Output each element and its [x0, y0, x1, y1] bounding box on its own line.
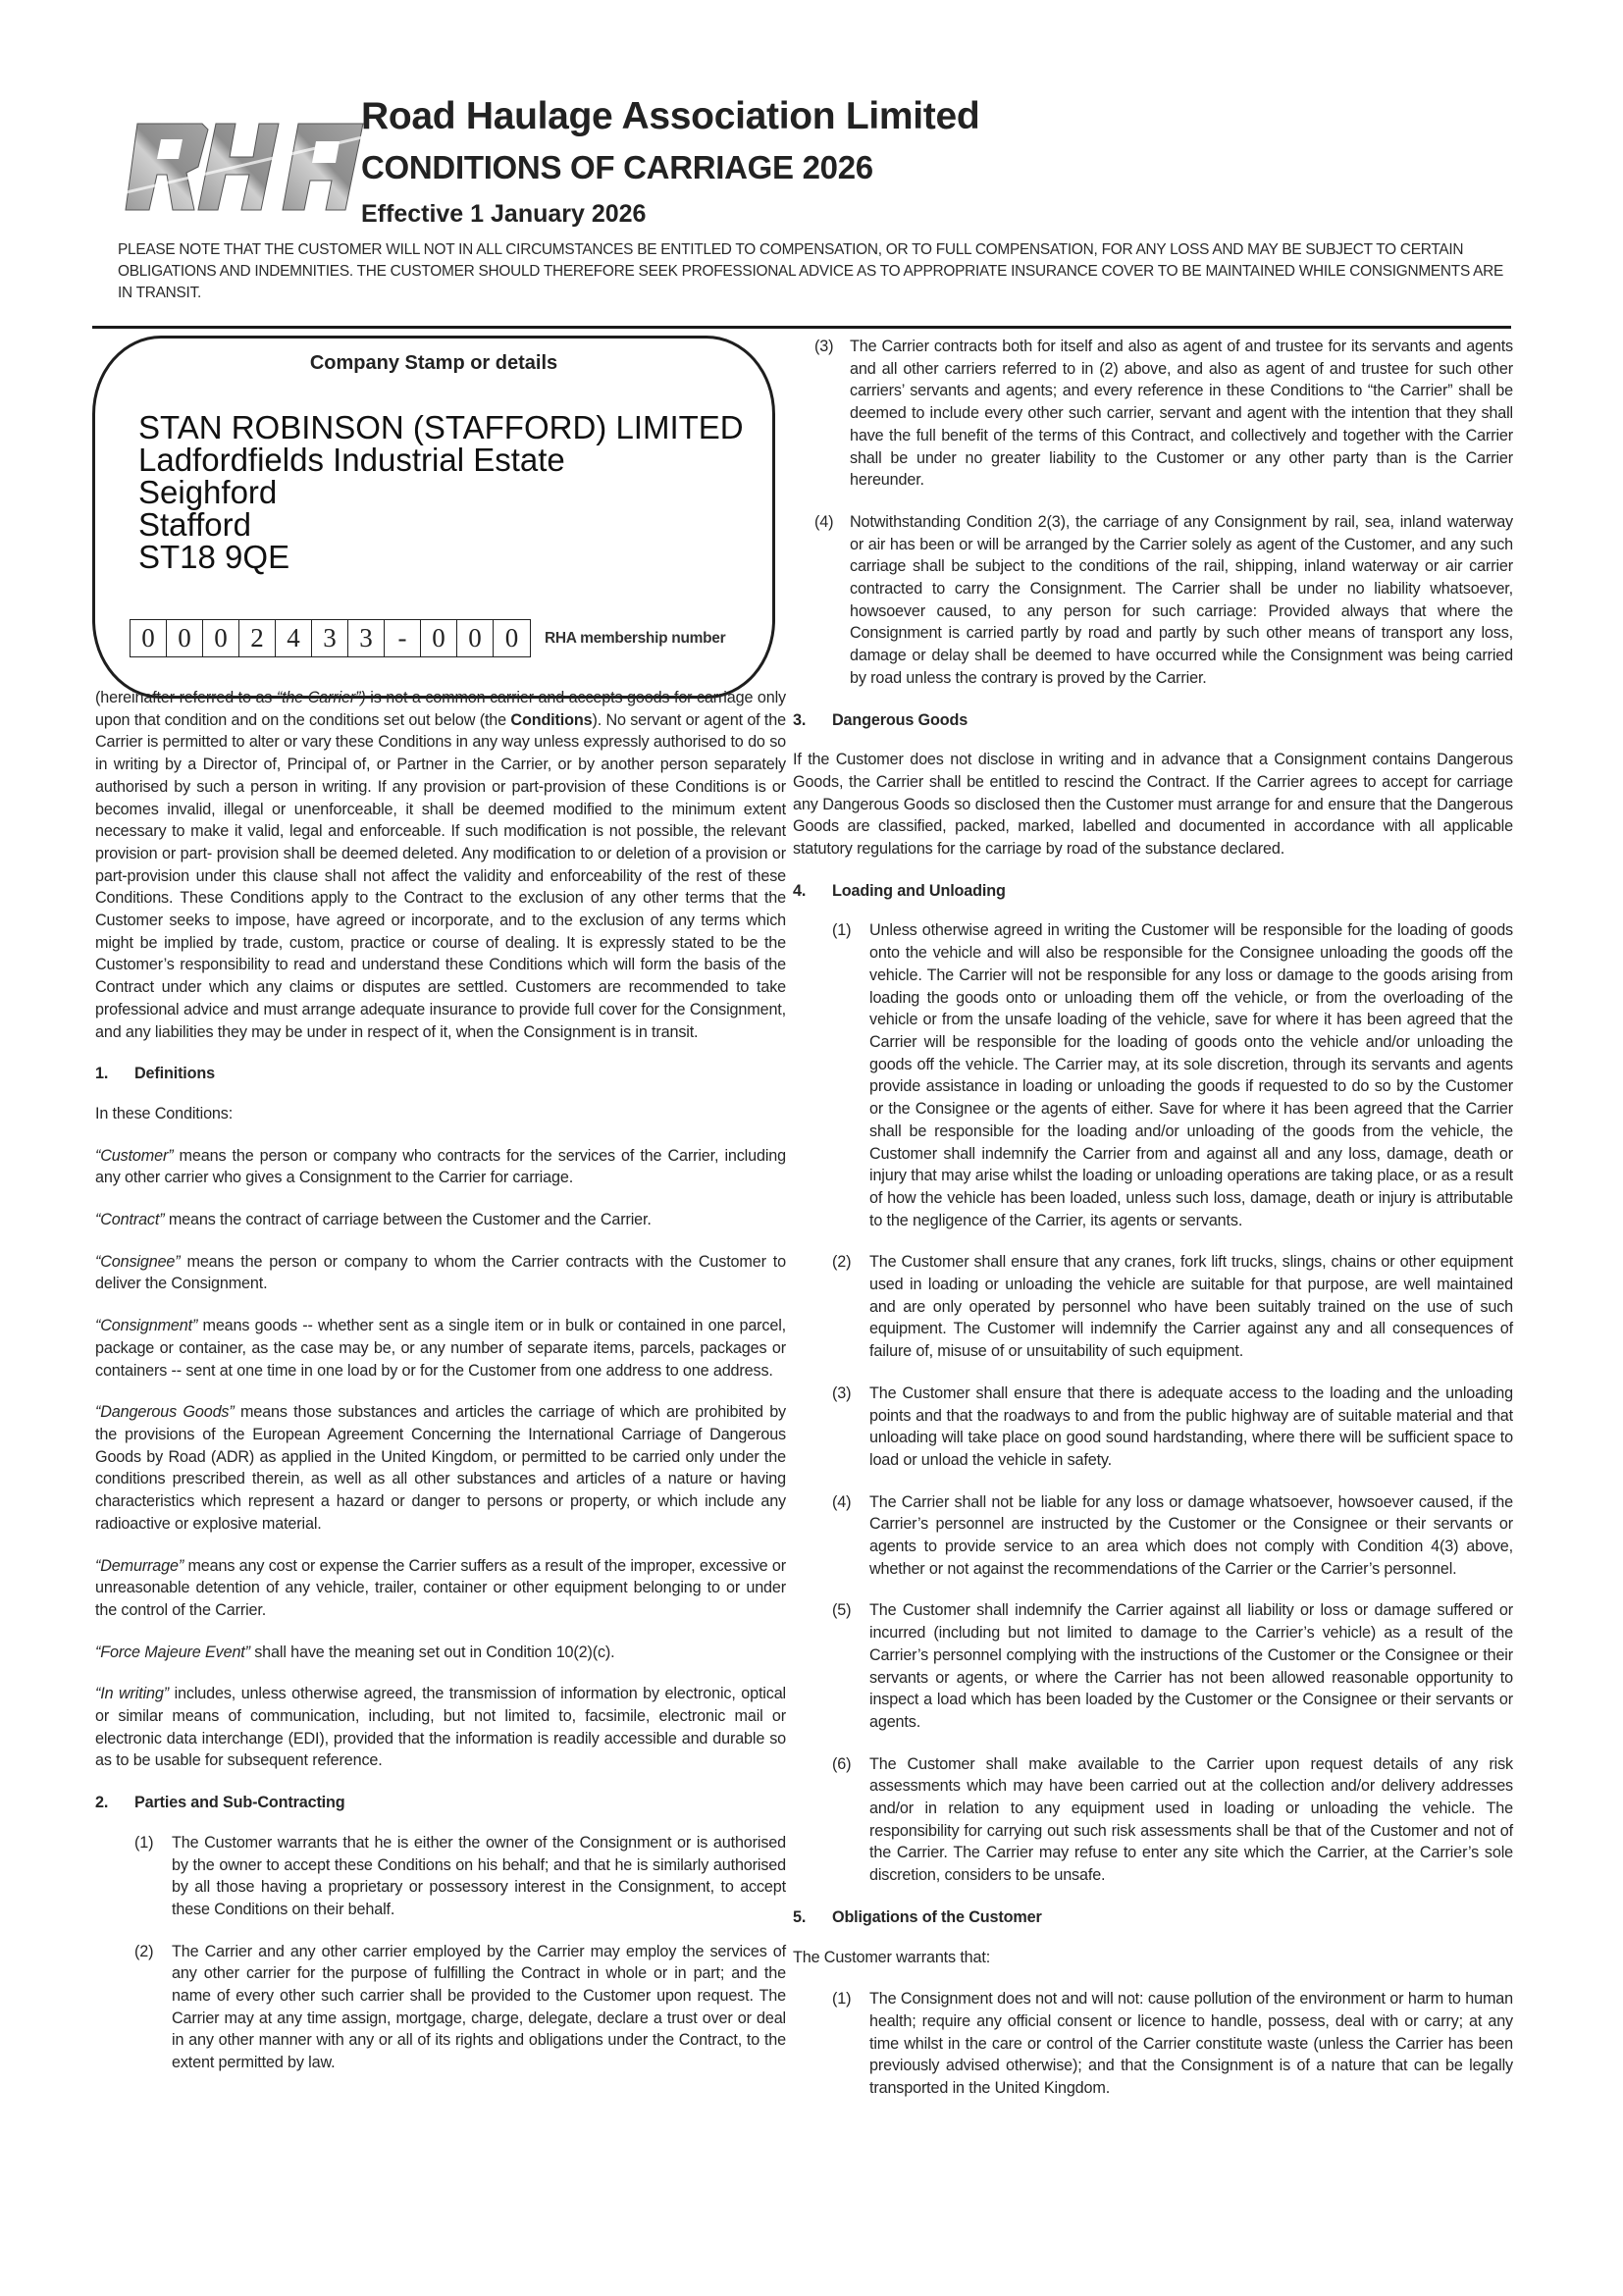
company-address [138, 411, 744, 573]
clause-5-1 [793, 1988, 1513, 2100]
membership-digit: 0 [504, 623, 519, 652]
company-name: STAN ROBINSON (STAFFORD) LIMITED [138, 409, 744, 445]
conditions-term: Conditions [510, 710, 593, 729]
definition-consignment [95, 1315, 786, 1382]
obligations-lead: The Customer warrants that: [793, 1948, 991, 1966]
clause-label: (6) [832, 1754, 852, 1773]
clause-text: The Carrier shall not be liable for any loss or damage whatsoever, howsoever caused, if the Carrier’s personnel are instructed by the Customer or the Consignee or their servants or agents to provide service to an area which does not comply with Condition 4(3) above, whether or not against the recommendations of the Carrier or the Carrier’s personnel. [869, 1492, 1513, 1578]
membership-separator: - [385, 620, 421, 656]
postcode: ST18 9QE [138, 539, 290, 575]
clause-2-4 [793, 511, 1513, 690]
definition-text: means those substances and articles the carriage of which are prohibited by the provisions of the European Agreement Concerning the International Carriage of Dangerous Goods by Road (ADR) as applied in the United Kingdom, or permitted to be carried only under the conditions prescribed therein, as well as all other substances and articles of a nature or having characteristics which represent a hazard or danger to persons or property, or which include any radioactive or explosive material. [95, 1403, 786, 1533]
clause-text: Notwithstanding Condition 2(3), the carriage of any Consignment by rail, sea, inland waterway or air has been or will be arranged by the Carrier solely as agent of the Customer, and any such carriage shall be subject to the conditions of the rail, shipping, inland waterway or air carrier contracted to carry the Consignment. The Carrier shall be under no liability whatsoever, howsoever caused, to any person for such carriage: Provided always that where the Consignment is carried partly by road and partly by such other means of transport any loss, damage or delay shall be deemed to have occurred while the Consignment was being carried by road unless the contrary is proved by the Carrier. [850, 512, 1513, 687]
clause-4-5 [793, 1599, 1513, 1733]
clause-2-1 [95, 1832, 786, 1921]
definition-contract [95, 1209, 786, 1231]
rha-logo-graphic [118, 116, 371, 218]
carrier-term: “the Carrier”) [276, 689, 366, 706]
definition-term: “Force Majeure Event” [95, 1643, 250, 1661]
section-number: 4. [793, 881, 807, 900]
organisation-name: Road Haulage Association Limited [361, 95, 980, 137]
section-heading-dangerous-goods [793, 709, 1513, 732]
membership-digit: 0 [131, 620, 167, 656]
definition-demurrage [95, 1555, 786, 1622]
definition-term: “Consignee” [95, 1252, 181, 1271]
document-title: CONDITIONS OF CARRIAGE 2026 [361, 149, 873, 185]
section-title: Obligations of the Customer [832, 1907, 1042, 1926]
section-title: Loading and Unloading [832, 881, 1006, 900]
membership-label: RHA membership number [545, 629, 726, 647]
section-heading-obligations [793, 1906, 1513, 1929]
section-heading-parties [95, 1792, 786, 1814]
intro-text: ). No servant or agent of the Carrier is permitted to alter or vary these Conditions in any way unless expressly authorised to do so in writing by a Director of, Principal of, or Partner in the Carrier, or by another person separately authorised by such a person in writing. If any provision or part-provision of these Conditions is or becomes invalid, illegal or unenforceable, it shall be deemed modified to the minimum extent necessary to make it valid, legal and enforceable. If such modification is not possible, the relevant provision or part- provision shall be deemed deleted. Any modification to or deletion of a provision or part-provision under this clause shall not affect the validity and enforceability of the rest of these Conditions. These Conditions apply to the Contract to the exclusion of any other terms that the Customer seeks to impose, have agreed or incorporate, and to the exclusion of any terms which might be implied by trade, custom, practice or course of dealing. It is expressly stated to be the Customer’s responsibility to read and understand these Conditions which will form the basis of the Contract under which any claims or disputes are settled. Customers are recommended to take professional advice and must arrange adequate insurance to provide full cover for the Consignment, and any liabilities they may be under in respect of it, when the Consignment is in transit. [95, 710, 786, 1041]
section-title: Parties and Sub-Contracting [134, 1794, 345, 1812]
clause-text: The Customer shall ensure that any cranes, fork lift trucks, slings, chains or other equipment used in loading or unloading the vehicle are suitable for that purpose, are well maintained and are only operated by personnel who have been suitably trained on the use of such equipment. The Customer will indemnify the Carrier against any and all consequences of failure of, misuse of or unsuitability of such equipment. [869, 1253, 1513, 1361]
clause-label: (1) [134, 1833, 154, 1852]
section-title: Definitions [134, 1065, 215, 1083]
clause-4-3 [793, 1383, 1513, 1472]
address-line: Seighford [138, 474, 278, 510]
section-heading-definitions [95, 1063, 786, 1085]
clause-2-2 [95, 1941, 786, 2074]
definition-consignee [95, 1251, 786, 1295]
effective-date: Effective 1 January 2026 [361, 200, 647, 228]
definition-customer [95, 1145, 786, 1189]
clause-text: The Consignment does not and will not: cause pollution of the environment or harm to human health; require any official consent or licence to handle, possess, deal with or carry; at any time whilst in the care or control of the Carrier constitute waste (unless the Carrier has been previously advised otherwise); and that the Consignment is of a nature that can be legally transported in the United Kingdom. [869, 1990, 1513, 2098]
address-line: Stafford [138, 506, 251, 543]
address-line: Ladfordfields Industrial Estate [138, 442, 565, 478]
definition-dangerous-goods [95, 1401, 786, 1535]
membership-digit: 0 [421, 620, 457, 656]
clause-label: (3) [832, 1383, 852, 1402]
clause-4-2 [793, 1251, 1513, 1363]
section-heading-loading [793, 880, 1513, 903]
stamp-heading: Company Stamp or details [309, 352, 558, 374]
clause-text: The Customer warrants that he is either the owner of the Consignment or is authorised by the owner to accept these Conditions on his behalf; and that he is similarly authorised by all those having a proprietary or possessory interest in the Consignment, to accept these Conditions on their behalf. [172, 1833, 786, 1918]
definition-force-majeure [95, 1642, 786, 1664]
dangerous-goods-text: If the Customer does not disclose in writing and in advance that a Consignment contains Dangerous Goods, the Carrier shall be entitled to rescind the Contract. If the Carrier agrees to accept for carriage any Dangerous Goods so disclosed then the Customer must arrange for and ensure that the Dangerous Goods are classified, packed, marked, labelled and documented in accordance with all applicable statutory regulations for the carriage by road of the substance declared. [793, 751, 1513, 859]
definition-text: means the person or company to whom the Carrier contracts with the Customer to deliver the Consignment. [95, 1252, 786, 1293]
definitions-lead: In these Conditions: [95, 1104, 234, 1122]
section-number: 3. [793, 710, 807, 729]
clause-4-4 [793, 1491, 1513, 1581]
section-number: 5. [793, 1907, 807, 1926]
membership-digit: 0 [203, 620, 239, 656]
definition-term: “In writing” [95, 1685, 169, 1703]
section-number: 1. [95, 1065, 109, 1083]
clause-4-6 [793, 1753, 1513, 1887]
clause-text: The Customer shall indemnify the Carrier against all liability or loss or damage suffered or incurred (including but not limited to damage to the Carrier’s vehicle) as a result of the Carrier’s personnel complying with the instructions of the Customer or the Consignee or their servants or agents, or where the Carrier has not been allowed reasonable opportunity to inspect a load which has been loaded by the Customer or the Consignee or their servants or agents. [869, 1601, 1513, 1731]
clause-label: (2) [832, 1253, 852, 1272]
clause-text: The Customer shall ensure that there is adequate access to the loading and the unloading points and that the roadways to and from the public highway are of suitable material and that unloading will take place on good sound hardstanding, where there will be sufficient space to load or unload the vehicle in safety. [869, 1383, 1513, 1469]
left-column [95, 687, 786, 2094]
intro-text: (hereinafter referred to as [95, 689, 277, 706]
definition-term: “Customer” [95, 1146, 174, 1165]
clause-text: Unless otherwise agreed in writing the Customer will be responsible for the loading of goods onto the vehicle and will also be responsible for the Consignee unloading the goods off the vehicle. The Carrier will not be responsible for any loss or damage to the goods arising from loading the goods onto or unloading them off the vehicle, or from the overloading of the vehicle or from the unsafe loading of the vehicle, save for where it has been agreed that the Carrier will be responsible for the loading of goods onto the vehicle and/or unloading the goods off the vehicle. The Carrier may, at its sole discretion, through its servants and agents provide assistance in loading or unloading the goods if requested to do so by the Customer or the Consignee or the agents of either. Save for where it has been agreed that the Carrier shall be responsible for the loading and/or unloading of the goods from the vehicle, the Customer shall indemnify the Carrier from and against all and any loss, damage, death or injury that may arise whilst the loading or unloading operations are taking place, or as a result of how the vehicle has been loaded, unless such loss, damage, death or injury is attributable to the negligence of the Carrier, its agents or servants. [869, 921, 1513, 1229]
intro-paragraph [95, 687, 786, 1043]
definition-term: “Contract” [95, 1211, 165, 1229]
membership-digit: 3 [348, 620, 385, 656]
membership-number-cells [130, 619, 531, 657]
definition-term: “Demurrage” [95, 1556, 184, 1575]
company-stamp-box [92, 336, 775, 699]
definition-text: means any cost or expense the Carrier suffers as a result of the improper, excessive or unreasonable detention of any vehicle, trailer, container or other equipment belonging to or under the control of the Carrier. [95, 1556, 786, 1619]
clause-label: (1) [832, 921, 852, 940]
membership-digit: 4 [276, 620, 312, 656]
compensation-notice: PLEASE NOTE THAT THE CUSTOMER WILL NOT IN ALL CIRCUMSTANCES BE ENTITLED TO COMPENSATION, OR TO FULL COMPENSATION, FOR ANY LOSS AND MAY BE SUBJECT TO CERTAIN OBLIGATIONS AND INDEMNITIES. THE CUSTOMER SHOULD THEREFORE SEEK PROFESSIONAL ADVICE AS TO APPROPRIATE INSURANCE COVER TO BE MAINTAINED WHILE CONSIGNMENTS ARE IN TRANSIT. [118, 241, 1504, 301]
clause-label: (3) [814, 338, 834, 355]
definition-text: includes, unless otherwise agreed, the transmission of information by electronic, optical or similar means of communication, including, but not limited to, facsimile, electronic mail or electronic data interchange (EDI), provided that the information is readily accessible and durable so as to be usable for subsequent reference. [95, 1685, 786, 1770]
section-title: Dangerous Goods [832, 710, 969, 729]
clause-text: The Customer shall make available to the Carrier upon request details of any risk assessments which may have been carried out at the collection and/or delivery addresses and/or in relation to any equipment used in loading or unloading the vehicle. The responsibility for carrying out such risk assessments shall be that of the Customer and not of the Carrier. The Carrier may refuse to enter any site which the Carrier, at the Carrier’s sole discretion, considers to be unsafe. [869, 1754, 1513, 1885]
right-column [793, 336, 1513, 2119]
definition-text: means goods -- whether sent as a single item or in bulk or contained in one parcel, package or container, as the case may be, or any number of separate items, parcels, packages or containers -- sent at one time in one load by or for the Customer from one address to one address. [95, 1317, 786, 1380]
clause-label: (5) [832, 1601, 852, 1620]
clause-4-1 [793, 919, 1513, 1231]
clause-label: (4) [832, 1492, 852, 1511]
definition-in-writing [95, 1683, 786, 1772]
membership-number-row [130, 619, 725, 657]
definition-term: “Dangerous Goods” [95, 1403, 235, 1422]
membership-digit: 0 [167, 620, 203, 656]
definition-text: means the person or company who contracts for the services of the Carrier, including any other carrier who gives a Consignment to the Carrier for carriage. [95, 1146, 786, 1187]
clause-label: (4) [814, 512, 834, 531]
clause-2-3 [793, 336, 1513, 492]
clause-label: (1) [832, 1990, 852, 2009]
section-number: 2. [95, 1794, 109, 1812]
definition-text: shall have the meaning set out in Condition 10(2)(c). [249, 1643, 615, 1661]
definition-term: “Consignment” [95, 1317, 198, 1335]
membership-digit: 2 [239, 620, 276, 656]
clause-label: (2) [134, 1942, 154, 1960]
header-divider [92, 326, 1511, 329]
clause-text: The Carrier and any other carrier employed by the Carrier may employ the services of any other carrier for the purpose of fulfilling the Contract in whole or in part; and the name of every other such carrier shall be provided to the Customer upon request. The Carrier may at any time assign, mortgage, charge, delegate, declare a trust over or deal in any other manner with any or all of its rights and obligations under the Contract, to the extent permitted by law. [172, 1942, 786, 2072]
header-titles [361, 90, 979, 235]
membership-digit: 3 [312, 620, 348, 656]
clause-text: The Carrier contracts both for itself and also as agent of and trustee for its servants and agents and all other carriers referred to in (2) above, and also as agent of and trustee for such other carriers’ servants and agents; and every reference in these Conditions to “the Carrier” shall be deemed to include every other such carrier, servant and agent with the intention that they shall have the full benefit of the terms of this Contract, and collectively and together with the Carrier shall be under no greater liability to the Customer or any other party than is the Carrier hereunder. [850, 338, 1513, 490]
membership-digit: 0 [457, 620, 494, 656]
definition-text: means the contract of carriage between the Customer and the Carrier. [164, 1211, 652, 1229]
rha-logo [118, 116, 371, 218]
intro-text: is not a common carrier and accepts goods for carriage only upon that condition and on the conditions set out below (the [95, 689, 786, 729]
